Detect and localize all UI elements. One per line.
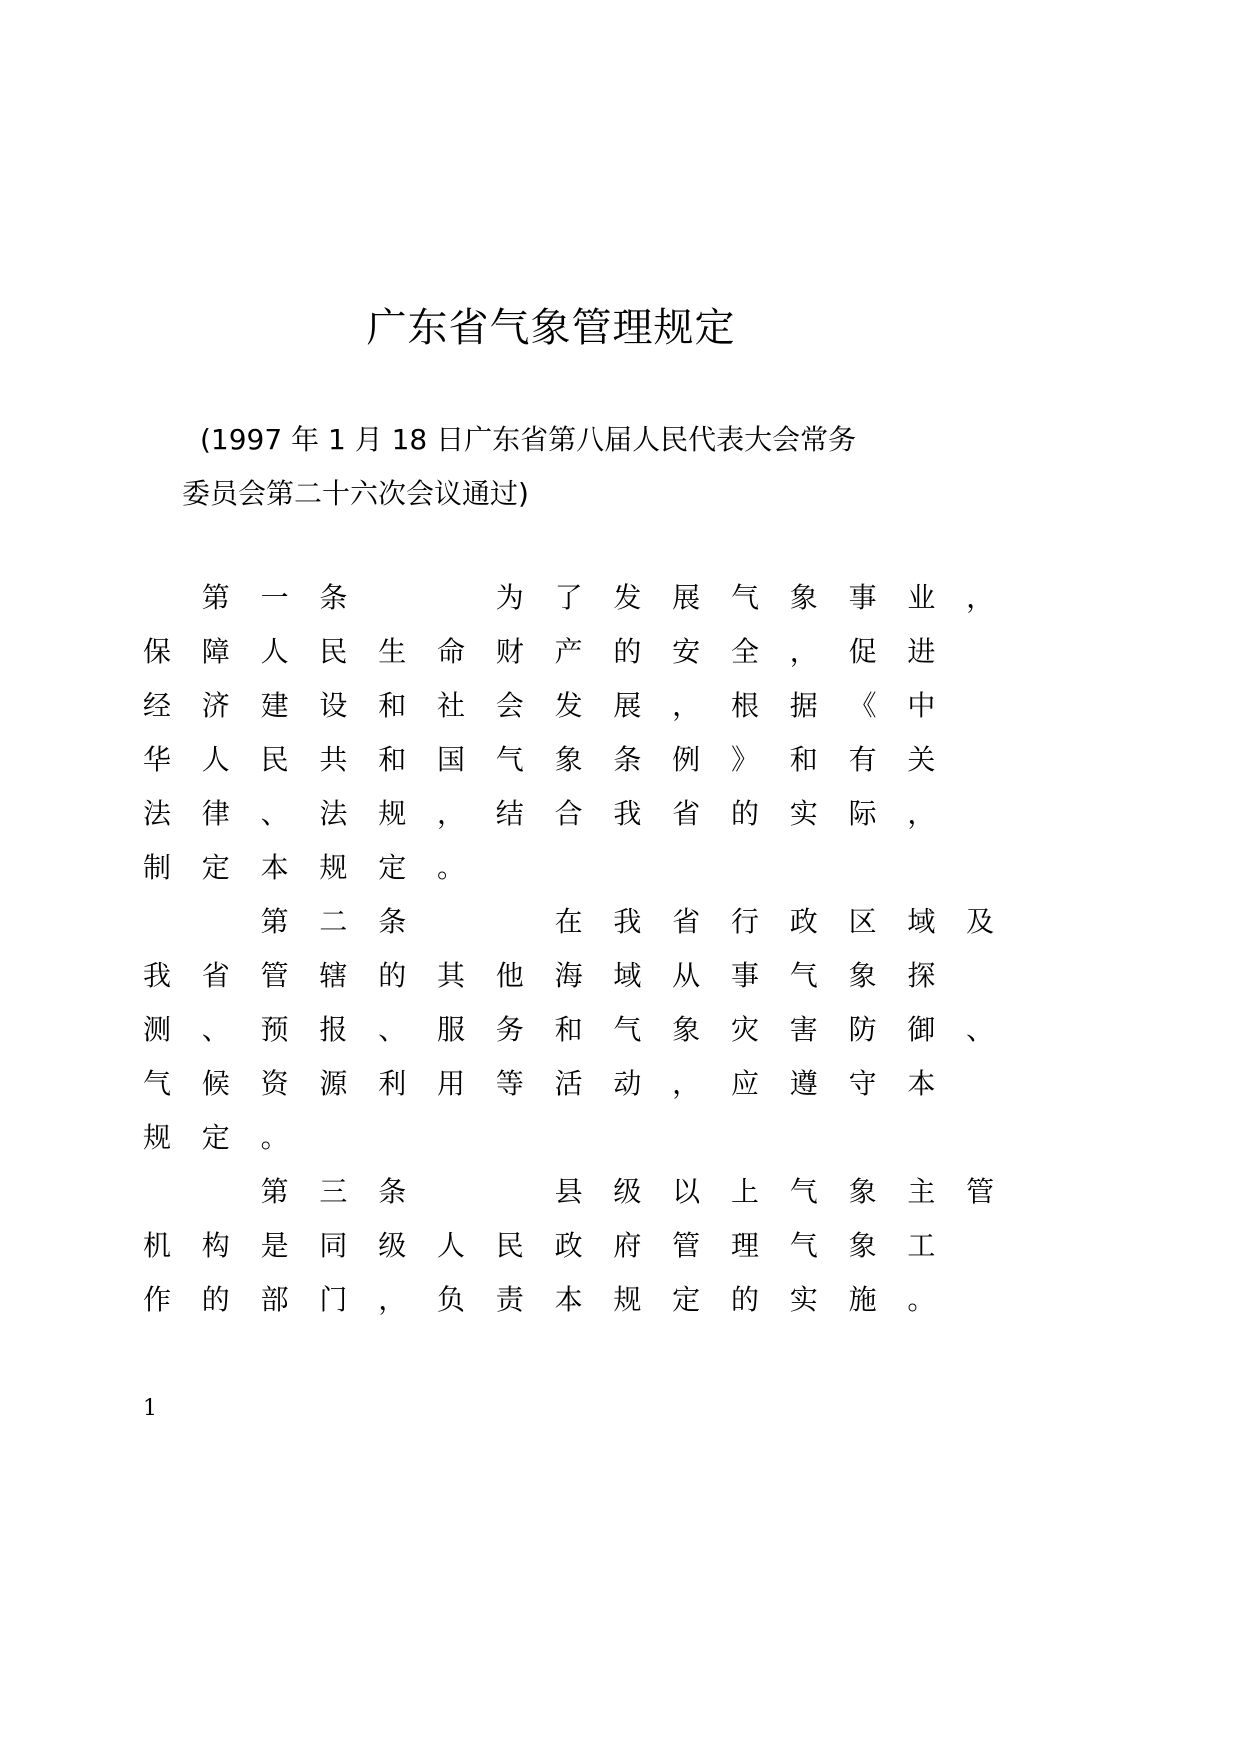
body-char: 海 — [554, 959, 583, 992]
body-char: 上 — [730, 1175, 759, 1208]
body-char: 的 — [730, 1283, 759, 1316]
body-line — [143, 1172, 995, 1212]
body-char: 象 — [848, 1175, 877, 1208]
page-number: 1 — [143, 1396, 157, 1421]
body-char: 等 — [495, 1067, 524, 1100]
body-line — [143, 1064, 963, 1104]
body-char: 源 — [319, 1067, 348, 1100]
body-line — [143, 1226, 963, 1266]
body-char: 民 — [260, 743, 289, 776]
body-char: 会 — [495, 689, 524, 722]
body-char: 及 — [966, 905, 995, 938]
body-char: 本 — [554, 1283, 583, 1316]
body-char: 防 — [848, 1013, 877, 1046]
subtitle-line-1: (1997 年 1 月 18 日广东省第八届人民代表大会常务 — [200, 423, 857, 456]
body-char: 法 — [319, 797, 348, 830]
body-char: 三 — [319, 1175, 348, 1208]
body-char: 域 — [907, 905, 936, 938]
body-char: 产 — [554, 635, 583, 668]
body-char: 象 — [672, 1013, 701, 1046]
body-char: 了 — [554, 581, 583, 614]
body-char: 保 — [143, 635, 172, 668]
body-char: 害 — [789, 1013, 818, 1046]
body-char: 华 — [143, 743, 172, 776]
body-char — [202, 1172, 261, 1212]
body-char: 机 — [143, 1229, 172, 1262]
body-char: 定 — [672, 1283, 701, 1316]
body-line — [143, 794, 963, 834]
body-line — [143, 686, 963, 726]
body-char: 民 — [319, 635, 348, 668]
body-char: 律 — [201, 797, 230, 830]
body-char: 》 — [730, 743, 759, 776]
body-char: 和 — [554, 1013, 583, 1046]
body-char: 御 — [907, 1013, 936, 1046]
body-char: 作 — [143, 1283, 172, 1316]
body-char: 本 — [260, 851, 289, 884]
body-char: 规 — [319, 851, 348, 884]
body-char: 全 — [730, 635, 759, 668]
body-char: 预 — [260, 1013, 289, 1046]
body-char: 为 — [495, 581, 524, 614]
body-char: 气 — [789, 959, 818, 992]
body-char: 第 — [201, 581, 230, 614]
subtitle-line-2: 委员会第二十六次会议通过) — [182, 477, 529, 510]
body-char: 象 — [554, 743, 583, 776]
body-char: 定 — [378, 851, 407, 884]
body-char: 守 — [848, 1067, 877, 1100]
body-char: 定 — [201, 851, 230, 884]
body-char: 定 — [201, 1121, 230, 1154]
body-char — [496, 902, 555, 942]
body-char: 规 — [613, 1283, 642, 1316]
body-char: 我 — [613, 797, 642, 830]
body-char: 社 — [436, 689, 465, 722]
body-char: 负 — [436, 1283, 465, 1316]
body-char: 结 — [495, 797, 524, 830]
body-char: 省 — [201, 959, 230, 992]
body-char: 人 — [201, 743, 230, 776]
body-char: 建 — [260, 689, 289, 722]
body-char: 县 — [554, 1175, 583, 1208]
body-char: 规 — [378, 797, 407, 830]
body-char: 探 — [907, 959, 936, 992]
body-char: 利 — [378, 1067, 407, 1100]
body-char: 气 — [143, 1067, 172, 1100]
body-char: 制 — [143, 851, 172, 884]
body-line — [143, 956, 963, 996]
body-char: 管 — [966, 1175, 995, 1208]
body-char: 发 — [554, 689, 583, 722]
body-char: 府 — [613, 1229, 642, 1262]
body-char: ， — [907, 797, 936, 830]
body-char: 用 — [436, 1067, 465, 1100]
body-char: 活 — [554, 1067, 583, 1100]
body-char: 。 — [907, 1283, 936, 1316]
body-char: 据 — [789, 689, 818, 722]
body-char — [202, 902, 261, 942]
body-char: 进 — [907, 635, 936, 668]
body-char: 有 — [848, 743, 877, 776]
body-char: 辖 — [319, 959, 348, 992]
body-char: 事 — [730, 959, 759, 992]
body-char: 其 — [436, 959, 465, 992]
body-char: 务 — [495, 1013, 524, 1046]
body-char: 气 — [613, 1013, 642, 1046]
body-char: 的 — [730, 797, 759, 830]
body-char: 灾 — [730, 1013, 759, 1046]
body-char: 施 — [848, 1283, 877, 1316]
body-char: 条 — [613, 743, 642, 776]
body-char: 二 — [319, 905, 348, 938]
body-char: 财 — [495, 635, 524, 668]
body-char: 共 — [319, 743, 348, 776]
body-char: 气 — [789, 1175, 818, 1208]
body-char: ， — [436, 797, 465, 830]
body-char: 级 — [613, 1175, 642, 1208]
body-char: 安 — [672, 635, 701, 668]
body-char: ， — [378, 1283, 407, 1316]
body-char: 测 — [143, 1013, 172, 1046]
body-char: 条 — [319, 581, 348, 614]
body-char — [437, 902, 496, 942]
body-char: ， — [966, 581, 995, 614]
body-char: 济 — [201, 689, 230, 722]
body-char: 实 — [789, 797, 818, 830]
body-char: 资 — [260, 1067, 289, 1100]
body-char: 的 — [201, 1283, 230, 1316]
body-char: 《 — [848, 689, 877, 722]
body-char: 气 — [495, 743, 524, 776]
body-char: 象 — [789, 581, 818, 614]
body-char: 、 — [201, 1013, 230, 1046]
body-char: 、 — [966, 1013, 995, 1046]
body-char: 和 — [378, 689, 407, 722]
body-char: 促 — [848, 635, 877, 668]
body-char: 报 — [319, 1013, 348, 1046]
body-char: 合 — [554, 797, 583, 830]
body-line — [143, 848, 963, 888]
body-char: 一 — [260, 581, 289, 614]
body-line — [143, 632, 963, 672]
body-char: 的 — [378, 959, 407, 992]
body-char — [437, 578, 496, 618]
body-char: 部 — [260, 1283, 289, 1316]
body-char: 例 — [672, 743, 701, 776]
body-char: ， — [789, 635, 818, 668]
body-char: 条 — [378, 905, 407, 938]
body-char — [143, 902, 202, 942]
body-char — [437, 1172, 496, 1212]
body-char: 的 — [613, 635, 642, 668]
body-char: 。 — [260, 1121, 289, 1154]
body-char: 和 — [378, 743, 407, 776]
body-char: 人 — [260, 635, 289, 668]
body-char: 从 — [672, 959, 701, 992]
body-char: 障 — [201, 635, 230, 668]
body-char: 主 — [907, 1175, 936, 1208]
body-char: ， — [672, 1067, 701, 1100]
body-char: 设 — [319, 689, 348, 722]
body-char: 根 — [730, 689, 759, 722]
body-char: 同 — [319, 1229, 348, 1262]
body-char: 是 — [260, 1229, 289, 1262]
body-char: 象 — [848, 959, 877, 992]
body-char: 第 — [260, 1175, 289, 1208]
body-char: ， — [672, 689, 701, 722]
body-char: 发 — [613, 581, 642, 614]
body-char: 应 — [730, 1067, 759, 1100]
body-char: 行 — [730, 905, 759, 938]
body-char: 政 — [789, 905, 818, 938]
body-line — [143, 902, 995, 942]
body-line — [143, 740, 963, 780]
body-char: 区 — [848, 905, 877, 938]
body-char: 实 — [789, 1283, 818, 1316]
body-char: 候 — [201, 1067, 230, 1100]
body-char: 第 — [260, 905, 289, 938]
body-char: 、 — [260, 797, 289, 830]
body-char: 法 — [143, 797, 172, 830]
body-char: 生 — [378, 635, 407, 668]
body-char: 他 — [495, 959, 524, 992]
body-char: 关 — [907, 743, 936, 776]
body-char: 理 — [730, 1229, 759, 1262]
body-char: 中 — [907, 689, 936, 722]
body-char — [378, 578, 437, 618]
body-char: 构 — [201, 1229, 230, 1262]
body-char: 命 — [436, 635, 465, 668]
document-title: 广东省气象管理规定 — [366, 305, 736, 351]
body-char: 政 — [554, 1229, 583, 1262]
body-char — [143, 1172, 202, 1212]
body-char: 工 — [907, 1229, 936, 1262]
body-char: 在 — [554, 905, 583, 938]
body-char: 和 — [789, 743, 818, 776]
body-char: 人 — [436, 1229, 465, 1262]
body-char: 展 — [613, 689, 642, 722]
body-char: 我 — [613, 905, 642, 938]
body-char: 以 — [672, 1175, 701, 1208]
body-char — [496, 1172, 555, 1212]
body-char: 服 — [436, 1013, 465, 1046]
body-char: 管 — [260, 959, 289, 992]
body-char: 省 — [672, 905, 701, 938]
body-char: 责 — [495, 1283, 524, 1316]
body-char: 象 — [848, 1229, 877, 1262]
body-char: 域 — [613, 959, 642, 992]
body-char: 门 — [319, 1283, 348, 1316]
body-line — [143, 1010, 995, 1050]
body-char: 本 — [907, 1067, 936, 1100]
body-char: 经 — [143, 689, 172, 722]
body-char: 级 — [378, 1229, 407, 1262]
body-char: 际 — [848, 797, 877, 830]
body-line — [143, 1118, 963, 1158]
body-char: 民 — [495, 1229, 524, 1262]
body-char: 气 — [789, 1229, 818, 1262]
body-char: 条 — [378, 1175, 407, 1208]
body-char: 动 — [613, 1067, 642, 1100]
body-char: 国 — [436, 743, 465, 776]
body-char: 。 — [436, 851, 465, 884]
body-char: 、 — [378, 1013, 407, 1046]
body-char: 省 — [672, 797, 701, 830]
body-char: 展 — [672, 581, 701, 614]
body-line — [143, 578, 995, 618]
body-char: 规 — [143, 1121, 172, 1154]
body-char — [143, 578, 202, 618]
body-char: 管 — [672, 1229, 701, 1262]
body-char: 业 — [907, 581, 936, 614]
body-line — [143, 1280, 963, 1320]
body-char: 事 — [848, 581, 877, 614]
body-char: 气 — [730, 581, 759, 614]
body-char: 遵 — [789, 1067, 818, 1100]
body-char: 我 — [143, 959, 172, 992]
